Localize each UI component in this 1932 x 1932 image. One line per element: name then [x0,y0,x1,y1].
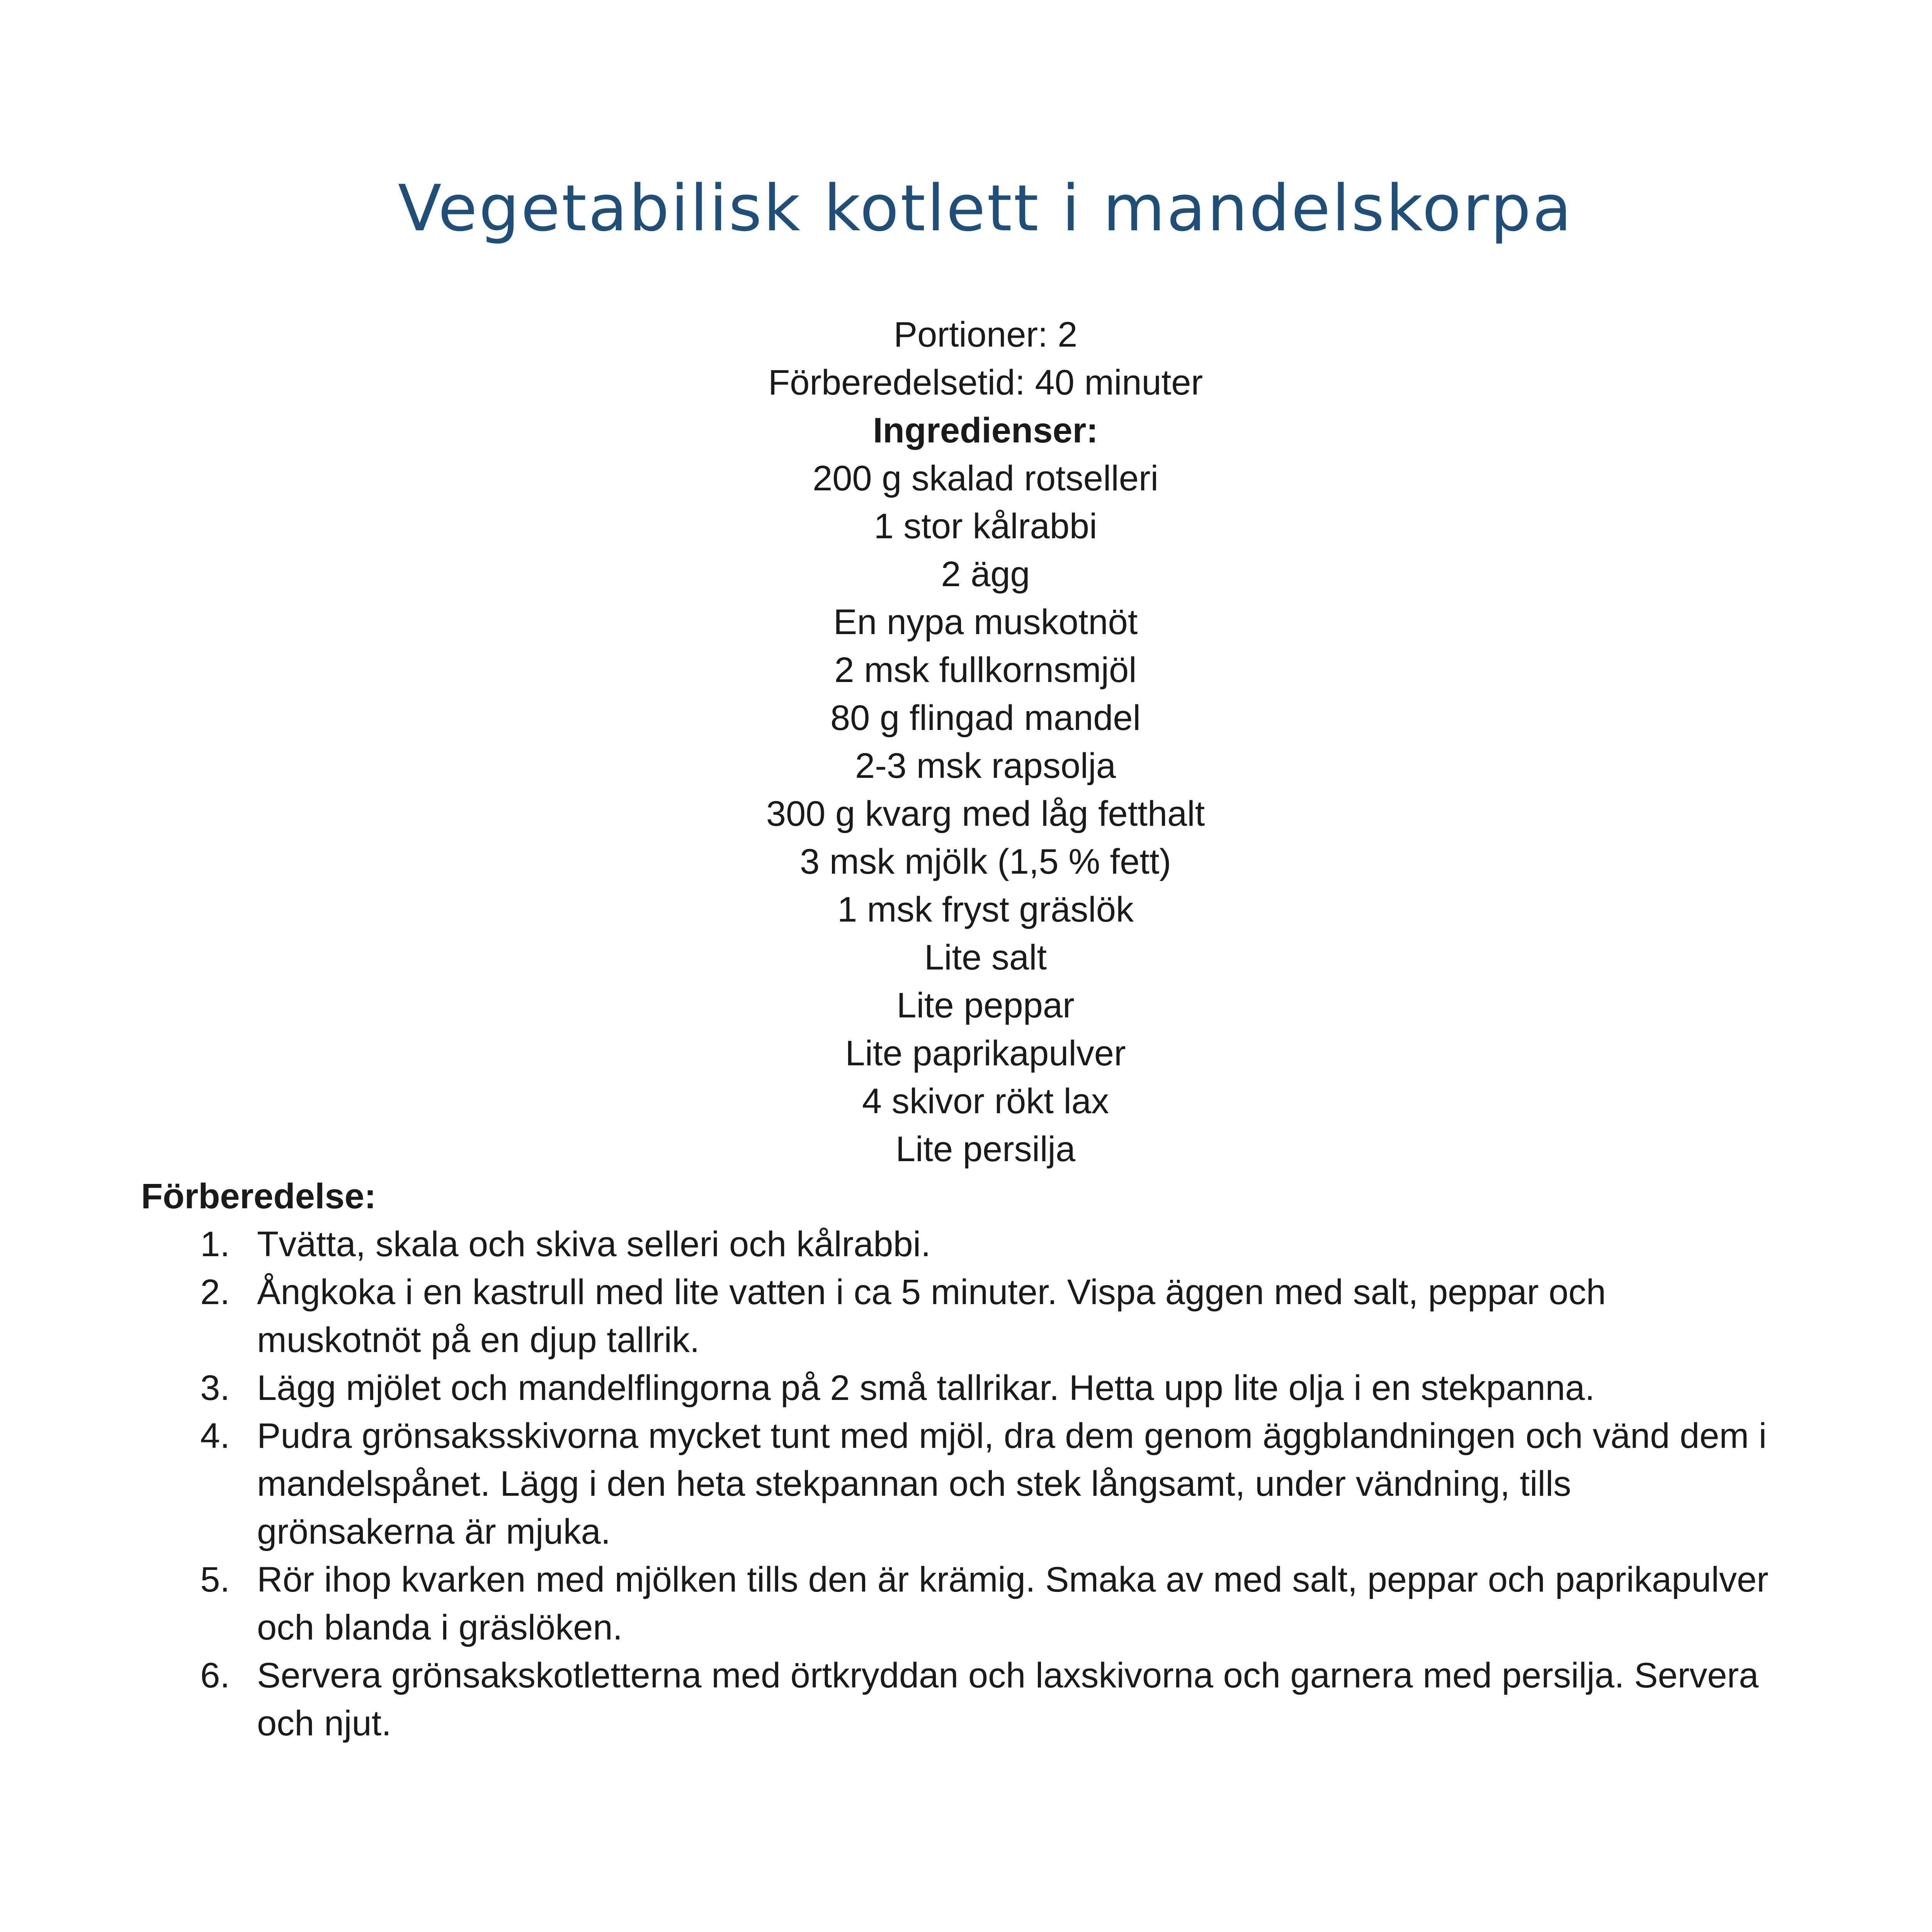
step-number: 6. [200,1656,230,1695]
recipe-summary [0,311,1932,1173]
recipe-title: Vegetabilisk kotlett i mandelskorpa [398,171,1573,245]
ingredient-item: 1 msk fryst gräslök [837,890,1134,929]
step-item [141,1651,1803,1747]
ingredient-item: 2-3 msk rapsolja [855,746,1116,786]
ingredient-item: 2 ägg [941,554,1030,594]
step-item [141,1268,1803,1364]
step-item [141,1364,1803,1412]
ingredient-item: 4 skivor rökt lax [862,1082,1109,1121]
ingredient-item: Lite paprikapulver [845,1034,1126,1073]
step-list [141,1220,1803,1747]
ingredient-item: 200 g skalad rotselleri [813,459,1158,498]
step-number: 4. [200,1416,230,1456]
step-number: 3. [200,1368,230,1408]
step-text: Rör ihop kvarken med mjölken tills den är krämig. Smaka av med salt, peppar och paprikapulver och blanda i gräslöken. [257,1560,1769,1647]
ingredient-list [0,454,1932,1173]
ingredient-item: Lite peppar [896,986,1075,1025]
step-text: Lägg mjölet och mandelflingorna på 2 små tallrikar. Hetta upp lite olja i en stekpanna. [257,1368,1595,1408]
ingredient-item: 80 g flingad mandel [830,698,1141,738]
preparation-heading: Förberedelse: [141,1177,376,1216]
servings: Portioner: 2 [893,315,1078,354]
ingredient-item: Lite salt [924,938,1047,977]
ingredient-item: 2 msk fullkornsmjöl [834,650,1137,690]
step-number: 5. [200,1560,230,1599]
step-text: Ångkoka i en kastrull med lite vatten i ca 5 minuter. Vispa äggen med salt, peppar och muskotnöt på en djup tallrik. [257,1272,1606,1360]
preparation-section [141,1172,1803,1747]
ingredient-item: En nypa muskotnöt [833,602,1138,642]
step-item [141,1412,1803,1556]
step-item [141,1220,1803,1268]
ingredient-item: Lite persilja [895,1129,1076,1169]
ingredient-item: 300 g kvarg med låg fetthalt [766,794,1205,833]
prep-time: Förberedelsetid: 40 minuter [768,363,1203,402]
step-item [141,1556,1803,1651]
step-text: Servera grönsakskotletterna med örtkryddan och laxskivorna och garnera med persilja. Servera och njut. [257,1656,1759,1743]
ingredients-heading: Ingredienser: [873,411,1098,450]
step-number: 1. [200,1225,230,1264]
ingredient-item: 3 msk mjölk (1,5 % fett) [799,842,1172,881]
step-text: Pudra grönsaksskivorna mycket tunt med mjöl, dra dem genom äggblandningen och vänd dem i mandelspånet. Lägg i den heta stekpannan och stek långsamt, under vändning, tills grönsakerna är mjuka. [257,1416,1767,1551]
step-number: 2. [200,1272,230,1312]
ingredient-item: 1 stor kålrabbi [874,507,1097,546]
step-text: Tvätta, skala och skiva selleri och kålrabbi. [257,1225,931,1264]
